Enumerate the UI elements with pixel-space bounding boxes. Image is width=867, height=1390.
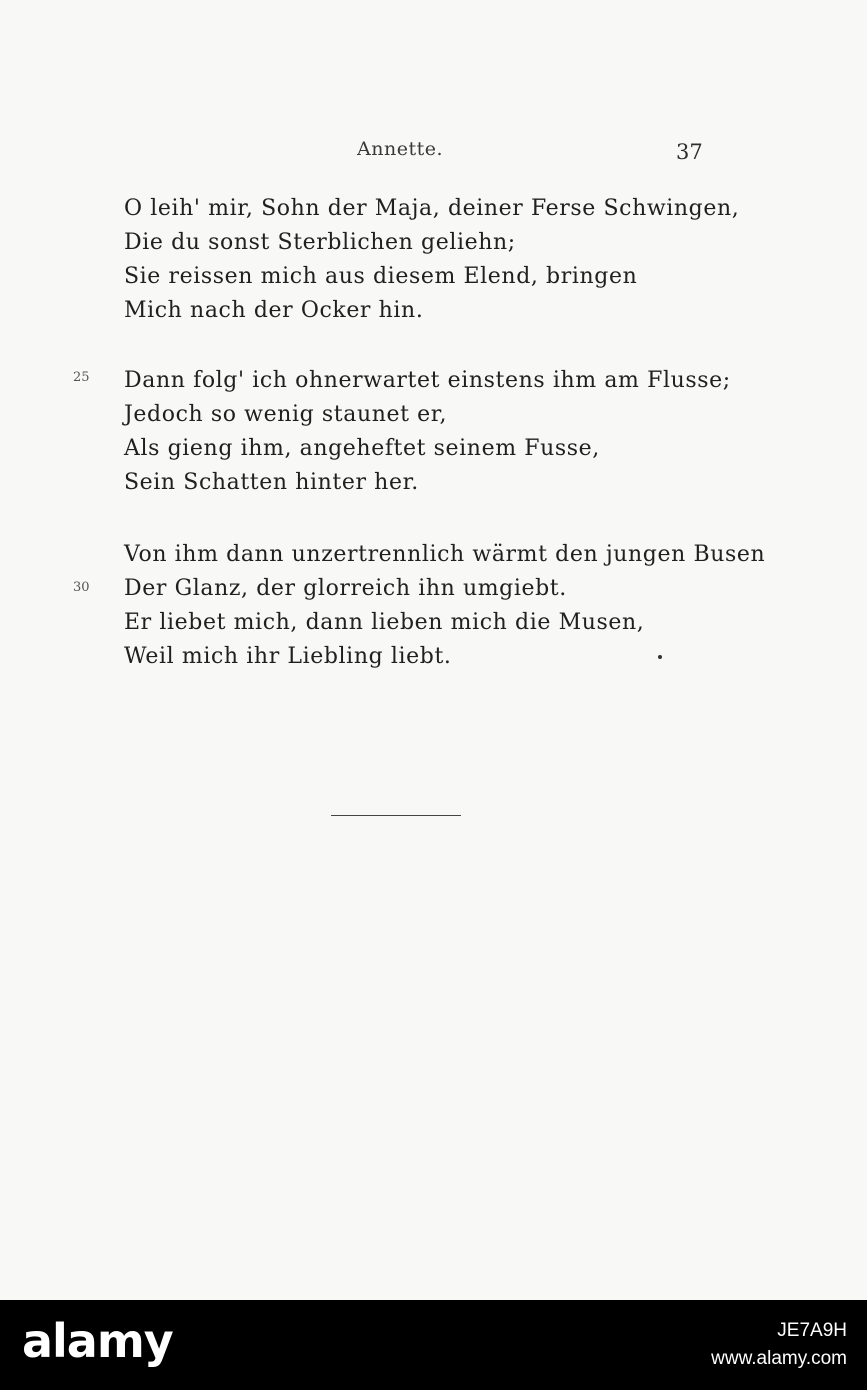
alamy-logo: alamy (22, 1314, 173, 1368)
poem-line: Der Glanz, der glorreich ihn umgiebt. (124, 576, 567, 601)
line-number: 30 (73, 580, 90, 595)
line-number: 25 (73, 370, 90, 385)
end-rule (331, 815, 461, 816)
poem-line: O leih' mir, Sohn der Maja, deiner Ferse Schwingen, (124, 196, 740, 221)
poem-line: Die du sonst Sterblichen geliehn; (124, 230, 516, 255)
poem-line: Von ihm dann unzertrennlich wärmt den jungen Busen (124, 542, 766, 567)
poem-line: Als gieng ihm, angeheftet seinem Fusse, (124, 436, 600, 461)
running-head: Annette. (357, 138, 443, 160)
site-url: www.alamy.com (711, 1348, 847, 1369)
page-number: 37 (676, 140, 703, 164)
poem-line: Sein Schatten hinter her. (124, 470, 419, 495)
image-id: JE7A9H (777, 1320, 847, 1341)
ink-speck (658, 655, 662, 659)
poem-line: Sie reissen mich aus diesem Elend, bringen (124, 264, 638, 289)
poem-line: Mich nach der Ocker hin. (124, 298, 424, 323)
poem-line: Jedoch so wenig staunet er, (124, 402, 448, 427)
poem-line: Dann folg' ich ohnerwartet einstens ihm am Flusse; (124, 368, 731, 393)
watermark-bar (0, 1300, 867, 1390)
poem-line: Weil mich ihr Liebling liebt. (124, 644, 452, 669)
poem-line: Er liebet mich, dann lieben mich die Musen, (124, 610, 645, 635)
